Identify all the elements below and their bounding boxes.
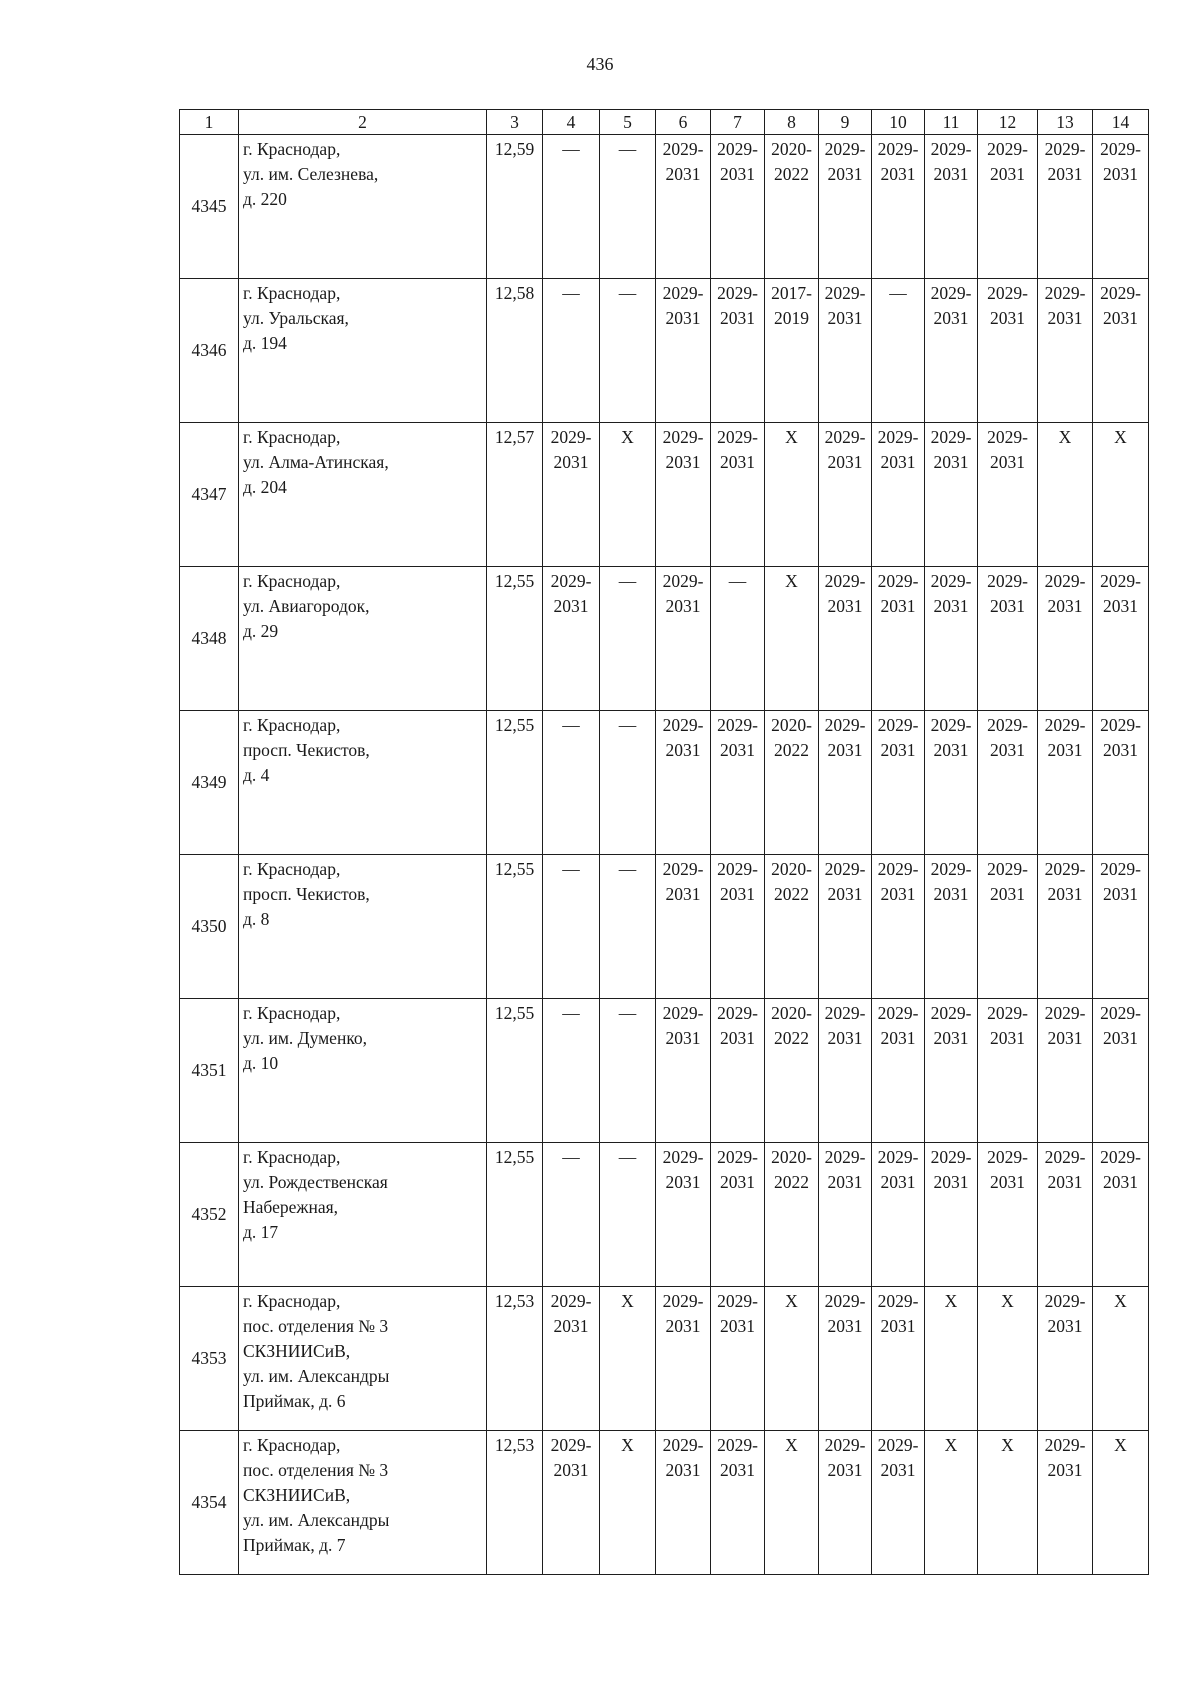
area-cell: 12,53 — [487, 1431, 543, 1575]
value-cell-col-5: X — [600, 1287, 656, 1431]
value-cell-col-10: 2029- 2031 — [872, 135, 925, 279]
value-cell-col-6: 2029- 2031 — [656, 279, 711, 423]
value-cell-col-5: X — [600, 1431, 656, 1575]
value-cell-col-14: 2029- 2031 — [1093, 855, 1149, 999]
value-cell-col-7: 2029- 2031 — [711, 1287, 765, 1431]
table-row — [180, 135, 1149, 279]
value-cell-col-14: 2029- 2031 — [1093, 1143, 1149, 1287]
value-cell-col-6: 2029- 2031 — [656, 855, 711, 999]
address-cell: г. Краснодар, ул. им. Селезнева, д. 220 — [239, 135, 487, 279]
value-cell-col-12: 2029- 2031 — [978, 135, 1038, 279]
area-cell: 12,55 — [487, 711, 543, 855]
value-cell-col-9: 2029- 2031 — [819, 423, 872, 567]
value-cell-col-8: 2020- 2022 — [765, 999, 819, 1143]
value-cell-col-13: 2029- 2031 — [1038, 1431, 1093, 1575]
table-row — [180, 999, 1149, 1143]
value-cell-col-6: 2029- 2031 — [656, 567, 711, 711]
value-cell-col-8: X — [765, 567, 819, 711]
value-cell-col-9: 2029- 2031 — [819, 1287, 872, 1431]
area-cell: 12,55 — [487, 1143, 543, 1287]
value-cell-col-11: 2029- 2031 — [925, 423, 978, 567]
value-cell-col-6: 2029- 2031 — [656, 1431, 711, 1575]
address-cell: г. Краснодар, ул. им. Думенко, д. 10 — [239, 999, 487, 1143]
value-cell-col-13: 2029- 2031 — [1038, 999, 1093, 1143]
value-cell-col-7: 2029- 2031 — [711, 999, 765, 1143]
value-cell-col-13: 2029- 2031 — [1038, 567, 1093, 711]
value-cell-col-5: — — [600, 567, 656, 711]
value-cell-col-7: — — [711, 567, 765, 711]
value-cell-col-5: X — [600, 423, 656, 567]
table-row — [180, 1143, 1149, 1287]
table-body — [180, 135, 1149, 1575]
row-number-cell: 4350 — [180, 855, 239, 999]
value-cell-col-4: — — [543, 855, 600, 999]
value-cell-col-5: — — [600, 279, 656, 423]
value-cell-col-13: 2029- 2031 — [1038, 135, 1093, 279]
table-row — [180, 1287, 1149, 1431]
table-row — [180, 711, 1149, 855]
address-cell: г. Краснодар, просп. Чекистов, д. 4 — [239, 711, 487, 855]
value-cell-col-11: X — [925, 1287, 978, 1431]
address-cell: г. Краснодар, просп. Чекистов, д. 8 — [239, 855, 487, 999]
value-cell-col-8: X — [765, 1431, 819, 1575]
header-cell-12: 12 — [978, 110, 1038, 135]
row-number-cell: 4354 — [180, 1431, 239, 1575]
value-cell-col-8: 2020- 2022 — [765, 711, 819, 855]
value-cell-col-10: 2029- 2031 — [872, 855, 925, 999]
value-cell-col-8: 2020- 2022 — [765, 855, 819, 999]
value-cell-col-12: X — [978, 1431, 1038, 1575]
value-cell-col-12: 2029- 2031 — [978, 711, 1038, 855]
value-cell-col-9: 2029- 2031 — [819, 135, 872, 279]
row-number-cell: 4352 — [180, 1143, 239, 1287]
value-cell-col-14: 2029- 2031 — [1093, 711, 1149, 855]
value-cell-col-13: 2029- 2031 — [1038, 1143, 1093, 1287]
value-cell-col-7: 2029- 2031 — [711, 135, 765, 279]
header-cell-1: 1 — [180, 110, 239, 135]
value-cell-col-5: — — [600, 855, 656, 999]
header-cell-5: 5 — [600, 110, 656, 135]
header-row — [180, 110, 1149, 135]
value-cell-col-12: 2029- 2031 — [978, 567, 1038, 711]
value-cell-col-10: 2029- 2031 — [872, 711, 925, 855]
value-cell-col-6: 2029- 2031 — [656, 1143, 711, 1287]
value-cell-col-13: 2029- 2031 — [1038, 711, 1093, 855]
value-cell-col-9: 2029- 2031 — [819, 711, 872, 855]
address-cell: г. Краснодар, ул. Уральская, д. 194 — [239, 279, 487, 423]
value-cell-col-12: 2029- 2031 — [978, 999, 1038, 1143]
header-cell-2: 2 — [239, 110, 487, 135]
value-cell-col-14: 2029- 2031 — [1093, 135, 1149, 279]
address-cell: г. Краснодар, ул. Рождественская Набережная, д. 17 — [239, 1143, 487, 1287]
value-cell-col-8: 2020- 2022 — [765, 135, 819, 279]
row-number-cell: 4345 — [180, 135, 239, 279]
value-cell-col-10: 2029- 2031 — [872, 567, 925, 711]
value-cell-col-6: 2029- 2031 — [656, 1287, 711, 1431]
value-cell-col-7: 2029- 2031 — [711, 1431, 765, 1575]
address-cell: г. Краснодар, ул. Авиагородок, д. 29 — [239, 567, 487, 711]
value-cell-col-6: 2029- 2031 — [656, 711, 711, 855]
value-cell-col-9: 2029- 2031 — [819, 999, 872, 1143]
value-cell-col-5: — — [600, 1143, 656, 1287]
value-cell-col-5: — — [600, 999, 656, 1143]
table-row — [180, 567, 1149, 711]
row-number-cell: 4353 — [180, 1287, 239, 1431]
value-cell-col-4: — — [543, 279, 600, 423]
value-cell-col-14: 2029- 2031 — [1093, 279, 1149, 423]
value-cell-col-7: 2029- 2031 — [711, 1143, 765, 1287]
header-cell-7: 7 — [711, 110, 765, 135]
value-cell-col-6: 2029- 2031 — [656, 135, 711, 279]
value-cell-col-11: 2029- 2031 — [925, 1143, 978, 1287]
value-cell-col-11: 2029- 2031 — [925, 999, 978, 1143]
value-cell-col-9: 2029- 2031 — [819, 567, 872, 711]
value-cell-col-14: 2029- 2031 — [1093, 999, 1149, 1143]
value-cell-col-7: 2029- 2031 — [711, 279, 765, 423]
value-cell-col-14: X — [1093, 1287, 1149, 1431]
value-cell-col-8: 2017- 2019 — [765, 279, 819, 423]
value-cell-col-11: 2029- 2031 — [925, 855, 978, 999]
header-cell-13: 13 — [1038, 110, 1093, 135]
header-cell-3: 3 — [487, 110, 543, 135]
area-cell: 12,55 — [487, 855, 543, 999]
value-cell-col-13: 2029- 2031 — [1038, 855, 1093, 999]
row-number-cell: 4346 — [180, 279, 239, 423]
value-cell-col-12: 2029- 2031 — [978, 279, 1038, 423]
area-cell: 12,59 — [487, 135, 543, 279]
value-cell-col-8: X — [765, 423, 819, 567]
value-cell-col-9: 2029- 2031 — [819, 279, 872, 423]
area-cell: 12,53 — [487, 1287, 543, 1431]
table-row — [180, 279, 1149, 423]
value-cell-col-12: 2029- 2031 — [978, 423, 1038, 567]
value-cell-col-10: 2029- 2031 — [872, 999, 925, 1143]
value-cell-col-8: 2020- 2022 — [765, 1143, 819, 1287]
header-cell-6: 6 — [656, 110, 711, 135]
value-cell-col-13: X — [1038, 423, 1093, 567]
table-row — [180, 423, 1149, 567]
value-cell-col-11: 2029- 2031 — [925, 135, 978, 279]
table-row — [180, 1431, 1149, 1575]
row-number-cell: 4349 — [180, 711, 239, 855]
address-cell: г. Краснодар, пос. отделения № 3 СКЗНИИСиВ, ул. им. Александры Приймак, д. 6 — [239, 1287, 487, 1431]
value-cell-col-9: 2029- 2031 — [819, 1431, 872, 1575]
value-cell-col-12: X — [978, 1287, 1038, 1431]
value-cell-col-4: — — [543, 711, 600, 855]
header-cell-14: 14 — [1093, 110, 1149, 135]
value-cell-col-14: 2029- 2031 — [1093, 567, 1149, 711]
value-cell-col-5: — — [600, 135, 656, 279]
value-cell-col-10: 2029- 2031 — [872, 423, 925, 567]
value-cell-col-4: 2029- 2031 — [543, 1287, 600, 1431]
area-cell: 12,58 — [487, 279, 543, 423]
value-cell-col-9: 2029- 2031 — [819, 855, 872, 999]
value-cell-col-6: 2029- 2031 — [656, 423, 711, 567]
row-number-cell: 4351 — [180, 999, 239, 1143]
header-cell-9: 9 — [819, 110, 872, 135]
header-cell-11: 11 — [925, 110, 978, 135]
value-cell-col-7: 2029- 2031 — [711, 711, 765, 855]
value-cell-col-9: 2029- 2031 — [819, 1143, 872, 1287]
value-cell-col-13: 2029- 2031 — [1038, 1287, 1093, 1431]
value-cell-col-4: — — [543, 1143, 600, 1287]
value-cell-col-4: 2029- 2031 — [543, 423, 600, 567]
value-cell-col-10: 2029- 2031 — [872, 1143, 925, 1287]
page-number: 436 — [586, 54, 614, 74]
value-cell-col-12: 2029- 2031 — [978, 855, 1038, 999]
area-cell: 12,55 — [487, 999, 543, 1143]
value-cell-col-7: 2029- 2031 — [711, 855, 765, 999]
value-cell-col-10: — — [872, 279, 925, 423]
value-cell-col-13: 2029- 2031 — [1038, 279, 1093, 423]
value-cell-col-14: X — [1093, 1431, 1149, 1575]
header-cell-4: 4 — [543, 110, 600, 135]
row-number-cell: 4348 — [180, 567, 239, 711]
header-cell-8: 8 — [765, 110, 819, 135]
value-cell-col-11: 2029- 2031 — [925, 279, 978, 423]
value-cell-col-6: 2029- 2031 — [656, 999, 711, 1143]
header-cell-10: 10 — [872, 110, 925, 135]
value-cell-col-10: 2029- 2031 — [872, 1287, 925, 1431]
value-cell-col-8: X — [765, 1287, 819, 1431]
table-header — [180, 110, 1149, 135]
value-cell-col-10: 2029- 2031 — [872, 1431, 925, 1575]
value-cell-col-4: 2029- 2031 — [543, 1431, 600, 1575]
value-cell-col-4: 2029- 2031 — [543, 567, 600, 711]
value-cell-col-4: — — [543, 999, 600, 1143]
value-cell-col-5: — — [600, 711, 656, 855]
value-cell-col-4: — — [543, 135, 600, 279]
value-cell-col-11: X — [925, 1431, 978, 1575]
table-row — [180, 855, 1149, 999]
value-cell-col-14: X — [1093, 423, 1149, 567]
value-cell-col-12: 2029- 2031 — [978, 1143, 1038, 1287]
area-cell: 12,57 — [487, 423, 543, 567]
value-cell-col-11: 2029- 2031 — [925, 711, 978, 855]
value-cell-col-7: 2029- 2031 — [711, 423, 765, 567]
row-number-cell: 4347 — [180, 423, 239, 567]
value-cell-col-11: 2029- 2031 — [925, 567, 978, 711]
schedule-table — [179, 109, 1149, 1575]
address-cell: г. Краснодар, пос. отделения № 3 СКЗНИИСиВ, ул. им. Александры Приймак, д. 7 — [239, 1431, 487, 1575]
area-cell: 12,55 — [487, 567, 543, 711]
address-cell: г. Краснодар, ул. Алма-Атинская, д. 204 — [239, 423, 487, 567]
